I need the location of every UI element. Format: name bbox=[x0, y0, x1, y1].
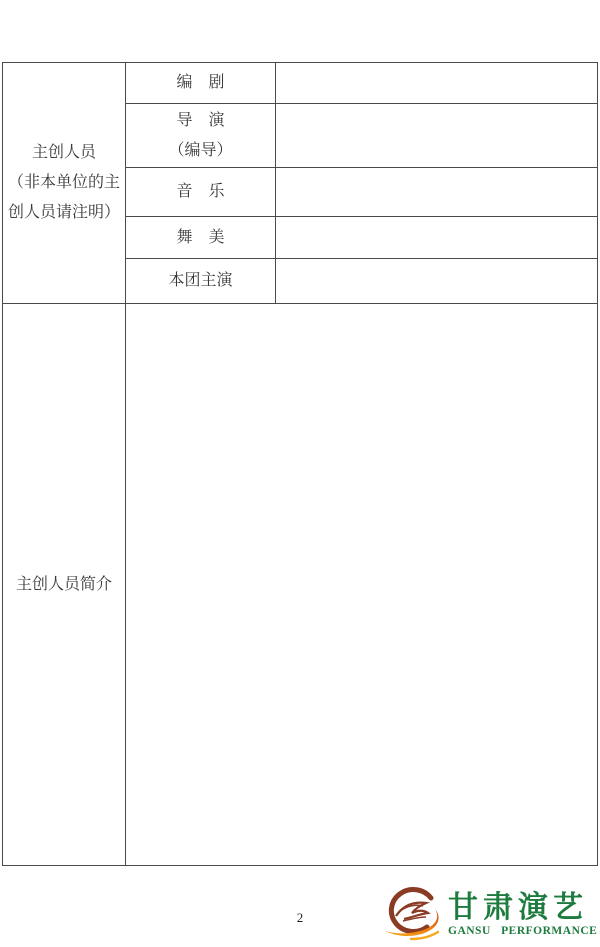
role-label-subtext: （编导） bbox=[168, 141, 233, 159]
intro-header-cell bbox=[3, 304, 126, 865]
gansu-performance-logo bbox=[383, 886, 597, 944]
stage-design-value-cell[interactable] bbox=[276, 217, 597, 259]
role-label-director bbox=[126, 104, 276, 168]
role-label-text: 舞 美 bbox=[176, 228, 225, 246]
role-label-music bbox=[126, 168, 276, 217]
page-number: 2 bbox=[296, 910, 304, 925]
director-value-cell[interactable] bbox=[276, 104, 597, 168]
role-label-text: 本团主演 bbox=[168, 272, 233, 289]
gansu-performance-emblem-icon bbox=[383, 886, 443, 944]
role-label-text: 编 剧 bbox=[176, 74, 225, 91]
role-label-stage-design bbox=[126, 217, 276, 259]
role-label-screenwriter bbox=[126, 63, 276, 104]
lead-performers-value-cell[interactable] bbox=[276, 259, 597, 304]
role-label-text: 音 乐 bbox=[176, 183, 225, 200]
creative-personnel-header-cell bbox=[3, 63, 126, 304]
creative-personnel-table bbox=[2, 62, 598, 866]
logo-text-block bbox=[448, 892, 597, 938]
creative-header-line-2: （非本单位的主 bbox=[7, 174, 120, 191]
screenwriter-value-cell[interactable] bbox=[276, 63, 597, 104]
role-label-text: 导 演 bbox=[176, 111, 225, 129]
logo-chinese-text: 甘肃演艺 bbox=[448, 891, 588, 924]
creative-header-line-1: 主创人员 bbox=[31, 144, 96, 161]
creative-header-line-3: 创人员请注明） bbox=[7, 204, 120, 221]
intro-label-text: 主创人员简介 bbox=[15, 575, 112, 593]
logo-english-text: GANSU PERFORMANCE bbox=[448, 925, 598, 937]
role-label-lead-performers bbox=[126, 259, 276, 304]
music-value-cell[interactable] bbox=[276, 168, 597, 217]
intro-content-cell[interactable] bbox=[126, 304, 597, 865]
